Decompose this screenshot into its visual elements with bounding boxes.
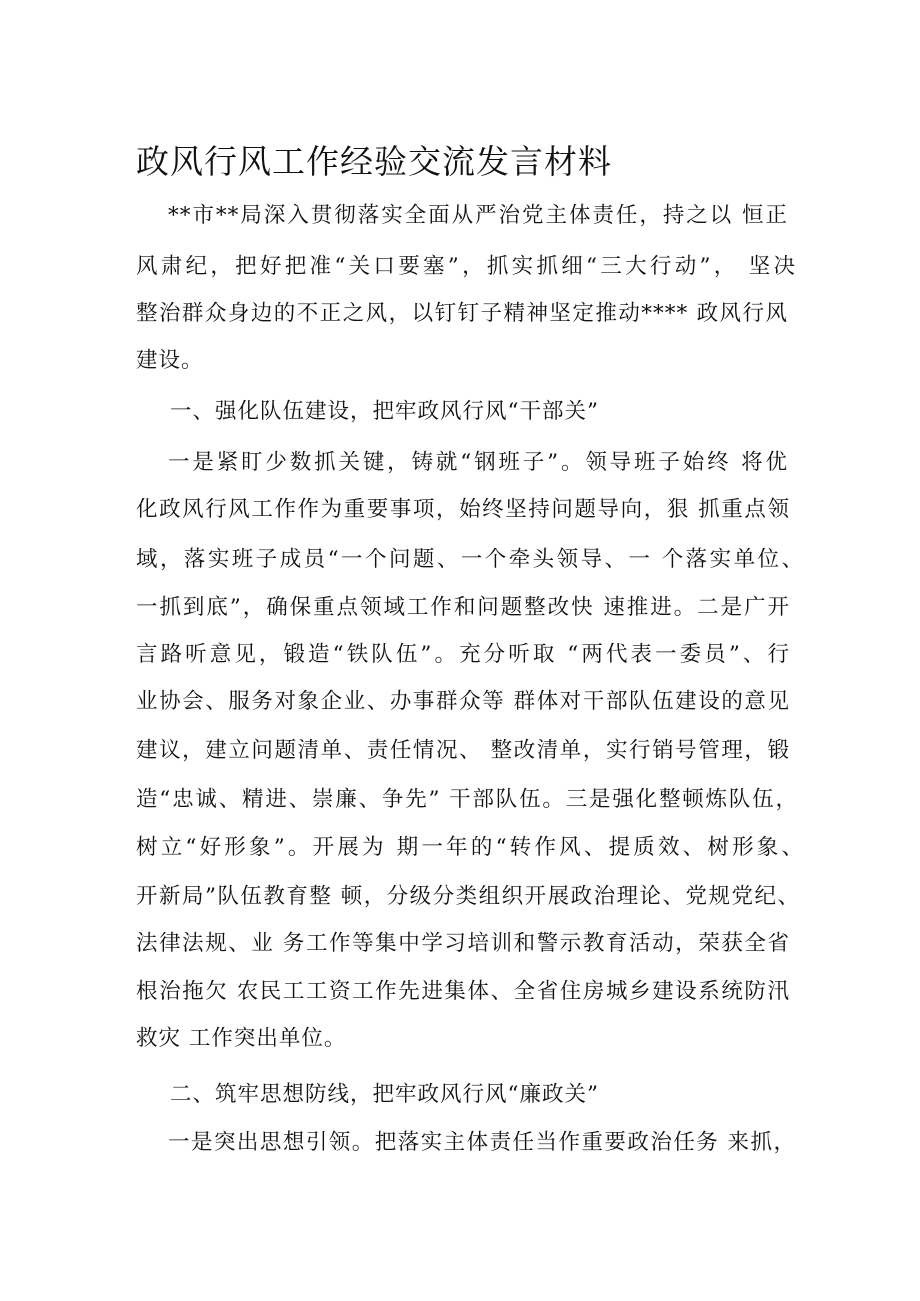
paragraph-line: 一是紧盯少数抓关键，铸就“钢班子”。领导班子始终 将优	[168, 450, 788, 475]
paragraph-line: 建议，建立问题清单、责任情况、 整改清单，实行销号管理，锻	[136, 738, 790, 763]
paragraph-line: 一抓到底”，确保重点领域工作和问题整改快 速推进。二是广开	[136, 595, 790, 620]
paragraph-line: 整治群众身边的不正之风，以钉钉子精神坚定推动**** 政风行风	[136, 301, 788, 326]
paragraph-line: **市**局深入贯彻落实全面从严治党主体责任，持之以 恒正	[168, 203, 788, 228]
section-heading: 一、强化队伍建设，把牢政风行风“干部关”	[170, 399, 599, 424]
paragraph-line: 法律法规、业 务工作等集中学习培训和警示教育活动，荣获全省	[136, 931, 790, 956]
paragraph-line: 开新局”队伍教育整 顿，分级分类组织开展政治理论、党规党纪、	[136, 884, 800, 909]
paragraph-line: 风肃纪，把好把准“关口要塞”，抓实抓细“三大行动”， 坚决	[136, 254, 796, 279]
paragraph-line: 化政风行风工作作为重要事项，始终坚持问题导向，狠 抓重点领	[136, 497, 790, 522]
paragraph-line: 业协会、服务对象企业、办事群众等 群体对干部队伍建设的意见	[136, 689, 790, 714]
paragraph-line: 建设。	[136, 348, 204, 373]
section-heading: 二、筑牢思想防线，把牢政风行风“廉政关”	[170, 1082, 599, 1107]
paragraph-line: 根治拖欠 农民工工资工作先进集体、全省住房城乡建设系统防汛	[136, 979, 790, 1004]
paragraph-line: 言路听意见，锻造“铁队伍”。充分听取 “两代表一委员”、行	[136, 642, 790, 667]
paragraph-line: 救灾 工作突出单位。	[136, 1026, 347, 1051]
document-title: 政风行风工作经验交流发言材料	[136, 142, 612, 181]
paragraph-line: 造“忠诚、精进、崇廉、争先” 干部队伍。三是强化整顿炼队伍，	[136, 787, 798, 812]
paragraph-line: 一是突出思想引领。把落实主体责任当作重要政治任务 来抓，	[168, 1130, 796, 1155]
paragraph-line: 域，落实班子成员“一个问题、一个牵头领导、一 个落实单位、	[136, 547, 804, 572]
paragraph-line: 树立“好形象”。开展为 期一年的“转作风、提质效、树形象、	[136, 835, 804, 860]
